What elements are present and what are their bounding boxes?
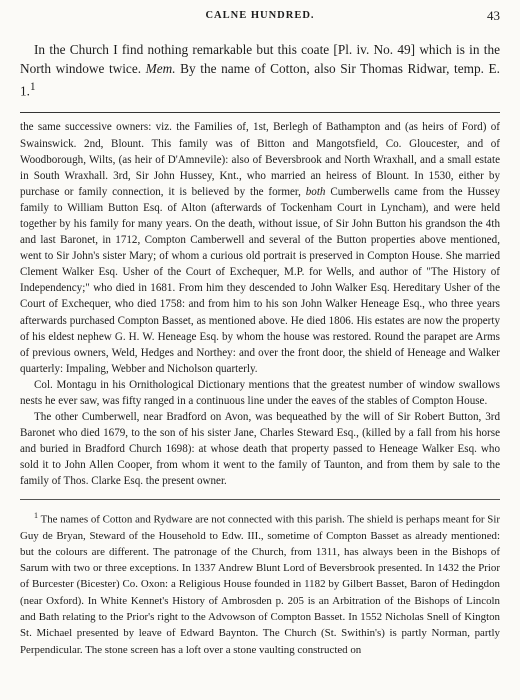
quoted-passage	[20, 40, 500, 100]
footnote-text: The names of Cotton and Rydware are not connected with this parish. The shield is perhaps meant for Sir Guy de Bryan, Steward of the Household to Edw. III., sometime of Compton Basset as already mentioned: but the colours are different. The patronage of the Church, from 1311, has always been in the Bishops of Sarum with two or three exceptions. In 1337 Andrew Blunt Lord of Beversbrook presented. In 1432 the Prior of Burcester (Bicester) Co. Oxon: a Religious House founded in 1182 by Gilbert Basset, Baron of Hedingdon (near Oxford). In White Kennet's History of Ambrosden p. 205 is an Arbitration of the Bishops of Lincoln and Bath relating to the Prior's right to the Advowson of Compton Basset. In 1552 Nicholas Snell of Kington St. Michael presented by leave of Edward Baynton. The Church (St. Swithin's) is partly Norman, partly Perpendicular. The stone screen has a loft over a stone vaulting constructed on	[20, 513, 500, 656]
page-number: 43	[487, 8, 500, 23]
quote-text-start: In the Church I find nothing remarkable but this coate [Pl. iv. No. 49] which is in the North windowe twice.	[20, 42, 500, 76]
footnote	[20, 508, 500, 658]
paragraph-other-cumberwell: The other Cumberwell, near Bradford on Avon, was bequeathed by the will of Sir Robert Button, 3rd Baronet who died 1679, to the son of his sister Jane, Charles Steward Esq., (killed by a fall from his horse and buried in Bradford Church 1698): at whose death that property passed to Heneage Walker Esq. who sold it to John Allen Cooper, from whom it went to the family of Taunton, and from them by sale to the family of Thos. Clarke Esq. the present owner.	[20, 411, 500, 488]
paragraph-swallows: Col. Montagu in his Ornithological Dictionary mentions that the greatest number of window swallows nests he ever saw, was fifty ranged in a continuous line under the eaves of the stables of Compton House.	[20, 378, 500, 408]
footnote-divider	[20, 499, 500, 500]
section-divider	[20, 112, 500, 113]
running-head	[20, 8, 500, 28]
paragraph-owners-part-1: the same successive owners: viz. the Families of, 1st, Berlegh of Bathampton and (as heirs of Ford) of Swainswick. 2nd, Blount. This family was of Bitton and Mangotsfield, Co. Gloucester, and of Woodborough, Wilts, (as heir of D'Amnevile): also of Beversbrook and North Wraxhall, and a small estate in South Wraxhall. 3rd, Sir John Hussey, Knt., who married an heiress of Blount. In 1530, either by purchase or family connection, it is believed by the former,	[20, 121, 500, 198]
footnote-mark: 1	[34, 510, 38, 520]
quote-mem: Mem.	[145, 61, 176, 76]
body-text	[20, 119, 500, 489]
quote-text-end: By the name of Cotton, also Sir Thomas Ridwar, temp. E. 1.	[20, 61, 500, 99]
paragraph-owners	[20, 119, 500, 377]
running-title: CALNE HUNDRED.	[205, 10, 315, 21]
footnote-reference: 1	[29, 81, 36, 93]
emphasis-both: both	[305, 185, 326, 198]
paragraph-owners-part-2: Cumberwells came from the Hussey family to William Button Esq. of Alton (afterwards of Tockenham Court in Lyncham), and were held together by his family for many years. On the death, without issue, of Sir John Button his grandson the 4th and last Baronet, in 1712, Compton Camberwell and several of the Button properties above mentioned, went to Sir John's sister Mary; of whom a curious old portrait is preserved in Compton House. She married Clement Walker Esq. Usher of the Court of Exchequer, M.P. for Wells, and author of "The History of Independency;" who died in 1681. From him they descended to John Walker Esq. Hereditary Usher of the Court of Exchequer, who died 1758: and from him to his son John Walker Heneage Esq., who three years afterwards purchased Compton Basset, as mentioned above. He died 1806. His estates are now the property of his eldest nephew G. H. W. Heneage Esq. by whom the house was restored. Round the parapet are Arms of previous owners, Weld, Hedges and Northey: and over the front door, the shield of Heneage and Walker quarterly: Impaling, Webber and Nicholson quarterly.	[20, 185, 500, 375]
